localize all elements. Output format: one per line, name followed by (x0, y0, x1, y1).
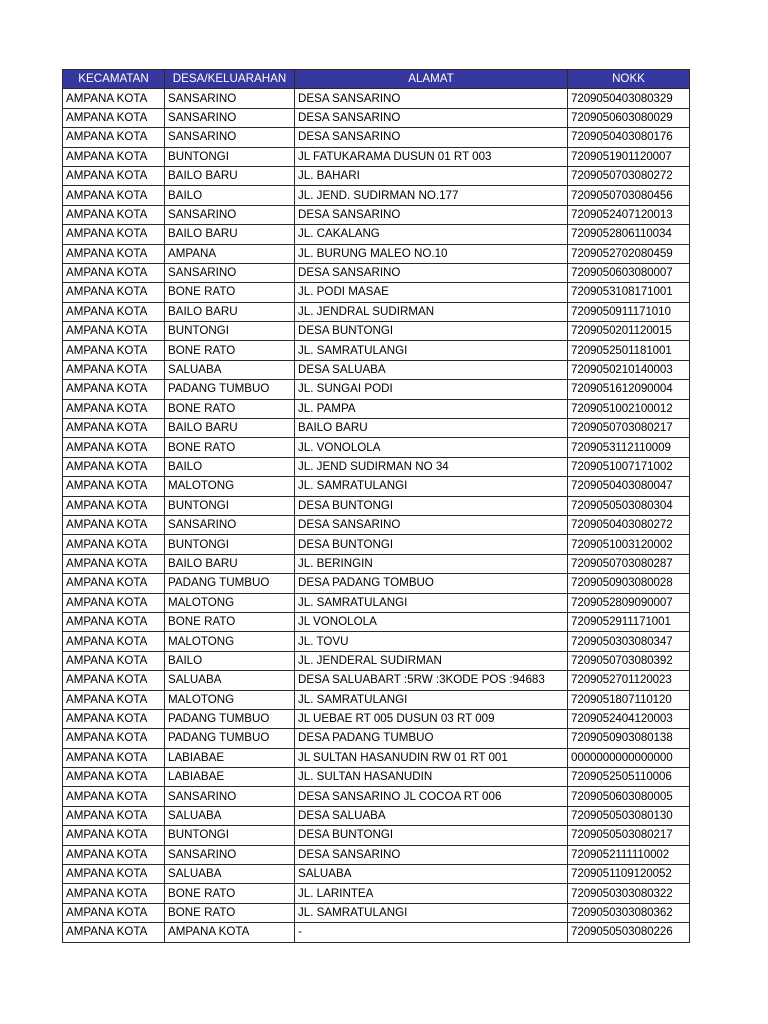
cell-kecamatan: AMPANA KOTA (63, 128, 165, 147)
cell-alamat: - (295, 923, 568, 942)
cell-desa-keluarahan: LABIABAE (165, 748, 295, 767)
table-row (63, 826, 690, 845)
cell-alamat: JL VONOLOLA (295, 612, 568, 631)
table-row (63, 360, 690, 379)
cell-alamat: JL UEBAE RT 005 DUSUN 03 RT 009 (295, 709, 568, 728)
cell-kecamatan: AMPANA KOTA (63, 438, 165, 457)
cell-alamat: JL. PODI MASAE (295, 283, 568, 302)
cell-nokk: 7209052407120013 (568, 205, 690, 224)
cell-kecamatan: AMPANA KOTA (63, 147, 165, 166)
cell-desa-keluarahan: BAILO BARU (165, 419, 295, 438)
table-row (63, 748, 690, 767)
cell-desa-keluarahan: BUNTONGI (165, 147, 295, 166)
cell-desa-keluarahan: MALOTONG (165, 477, 295, 496)
cell-nokk: 7209050403080047 (568, 477, 690, 496)
cell-desa-keluarahan: SANSARINO (165, 787, 295, 806)
cell-nokk: 7209051002100012 (568, 399, 690, 418)
cell-kecamatan: AMPANA KOTA (63, 399, 165, 418)
cell-alamat: JL SULTAN HASANUDIN RW 01 RT 001 (295, 748, 568, 767)
cell-desa-keluarahan: BAILO (165, 651, 295, 670)
cell-nokk: 7209050911171010 (568, 302, 690, 321)
table-row (63, 535, 690, 554)
cell-desa-keluarahan: AMPANA KOTA (165, 923, 295, 942)
cell-kecamatan: AMPANA KOTA (63, 360, 165, 379)
cell-desa-keluarahan: BONE RATO (165, 399, 295, 418)
cell-nokk: 7209050703080456 (568, 186, 690, 205)
table-row (63, 205, 690, 224)
cell-desa-keluarahan: PADANG TUMBUO (165, 709, 295, 728)
table-row (63, 477, 690, 496)
cell-kecamatan: AMPANA KOTA (63, 341, 165, 360)
table-row (63, 419, 690, 438)
table-row (63, 612, 690, 631)
cell-desa-keluarahan: SANSARINO (165, 108, 295, 127)
table-row (63, 806, 690, 825)
cell-nokk: 7209051109120052 (568, 865, 690, 884)
cell-kecamatan: AMPANA KOTA (63, 108, 165, 127)
cell-desa-keluarahan: BONE RATO (165, 438, 295, 457)
cell-nokk: 7209052501181001 (568, 341, 690, 360)
cell-kecamatan: AMPANA KOTA (63, 322, 165, 341)
cell-alamat: JL. SULTAN HASANUDIN (295, 768, 568, 787)
cell-kecamatan: AMPANA KOTA (63, 787, 165, 806)
cell-kecamatan: AMPANA KOTA (63, 884, 165, 903)
cell-alamat: JL. SAMRATULANGI (295, 593, 568, 612)
header-kecamatan: KECAMATAN (63, 70, 165, 89)
cell-nokk: 7209051612090004 (568, 380, 690, 399)
table-header (63, 70, 690, 89)
cell-kecamatan: AMPANA KOTA (63, 496, 165, 515)
cell-alamat: JL. BERINGIN (295, 554, 568, 573)
cell-kecamatan: AMPANA KOTA (63, 166, 165, 185)
cell-kecamatan: AMPANA KOTA (63, 515, 165, 534)
cell-kecamatan: AMPANA KOTA (63, 865, 165, 884)
header-desa-keluarahan: DESA/KELUARAHAN (165, 70, 295, 89)
table-row (63, 787, 690, 806)
cell-alamat: JL. JENDERAL SUDIRMAN (295, 651, 568, 670)
cell-alamat: DESA PADANG TUMBUO (295, 729, 568, 748)
cell-alamat: BAILO BARU (295, 419, 568, 438)
table-row (63, 438, 690, 457)
table-row (63, 322, 690, 341)
table-row (63, 341, 690, 360)
cell-desa-keluarahan: BONE RATO (165, 903, 295, 922)
header-nokk: NOKK (568, 70, 690, 89)
table-row (63, 225, 690, 244)
cell-kecamatan: AMPANA KOTA (63, 729, 165, 748)
table-row (63, 186, 690, 205)
cell-nokk: 7209050703080287 (568, 554, 690, 573)
cell-kecamatan: AMPANA KOTA (63, 632, 165, 651)
cell-desa-keluarahan: SANSARINO (165, 205, 295, 224)
cell-desa-keluarahan: BONE RATO (165, 283, 295, 302)
cell-alamat: DESA SANSARINO (295, 515, 568, 534)
cell-kecamatan: AMPANA KOTA (63, 612, 165, 631)
cell-alamat: DESA SANSARINO (295, 108, 568, 127)
cell-alamat: DESA BUNTONGI (295, 496, 568, 515)
table-row (63, 496, 690, 515)
cell-desa-keluarahan: SANSARINO (165, 515, 295, 534)
cell-kecamatan: AMPANA KOTA (63, 263, 165, 282)
cell-nokk: 7209050303080322 (568, 884, 690, 903)
cell-kecamatan: AMPANA KOTA (63, 225, 165, 244)
cell-kecamatan: AMPANA KOTA (63, 806, 165, 825)
cell-nokk: 7209053112110009 (568, 438, 690, 457)
cell-desa-keluarahan: LABIABAE (165, 768, 295, 787)
table-row (63, 884, 690, 903)
cell-desa-keluarahan: SANSARINO (165, 128, 295, 147)
cell-kecamatan: AMPANA KOTA (63, 244, 165, 263)
cell-desa-keluarahan: SALUABA (165, 806, 295, 825)
cell-desa-keluarahan: BAILO (165, 186, 295, 205)
cell-nokk: 7209052806110034 (568, 225, 690, 244)
table-row (63, 457, 690, 476)
cell-kecamatan: AMPANA KOTA (63, 186, 165, 205)
table-row (63, 632, 690, 651)
cell-nokk: 7209050503080304 (568, 496, 690, 515)
cell-desa-keluarahan: PADANG TUMBUO (165, 380, 295, 399)
cell-nokk: 7209050703080272 (568, 166, 690, 185)
cell-kecamatan: AMPANA KOTA (63, 651, 165, 670)
cell-kecamatan: AMPANA KOTA (63, 457, 165, 476)
cell-desa-keluarahan: BAILO BARU (165, 225, 295, 244)
cell-nokk: 7209052505110006 (568, 768, 690, 787)
cell-desa-keluarahan: BONE RATO (165, 884, 295, 903)
cell-alamat: DESA SANSARINO (295, 263, 568, 282)
cell-kecamatan: AMPANA KOTA (63, 419, 165, 438)
table-row (63, 554, 690, 573)
cell-alamat: DESA SANSARINO (295, 205, 568, 224)
cell-alamat: JL. SAMRATULANGI (295, 690, 568, 709)
cell-alamat: JL. SAMRATULANGI (295, 477, 568, 496)
cell-nokk: 7209052404120003 (568, 709, 690, 728)
cell-kecamatan: AMPANA KOTA (63, 826, 165, 845)
cell-desa-keluarahan: AMPANA (165, 244, 295, 263)
cell-nokk: 7209050903080028 (568, 574, 690, 593)
table-row (63, 574, 690, 593)
cell-desa-keluarahan: SALUABA (165, 865, 295, 884)
cell-kecamatan: AMPANA KOTA (63, 923, 165, 942)
table-row (63, 671, 690, 690)
cell-desa-keluarahan: BUNTONGI (165, 322, 295, 341)
cell-kecamatan: AMPANA KOTA (63, 709, 165, 728)
cell-alamat: JL FATUKARAMA DUSUN 01 RT 003 (295, 147, 568, 166)
cell-nokk: 7209050303080347 (568, 632, 690, 651)
cell-alamat: JL. SUNGAI PODI (295, 380, 568, 399)
cell-alamat: JL. LARINTEA (295, 884, 568, 903)
cell-alamat: DESA SANSARINO (295, 89, 568, 108)
table-row (63, 302, 690, 321)
cell-kecamatan: AMPANA KOTA (63, 768, 165, 787)
cell-desa-keluarahan: SANSARINO (165, 845, 295, 864)
cell-desa-keluarahan: MALOTONG (165, 690, 295, 709)
table-row (63, 845, 690, 864)
table-row (63, 128, 690, 147)
table-row (63, 903, 690, 922)
cell-nokk: 7209050503080226 (568, 923, 690, 942)
table-row (63, 651, 690, 670)
cell-nokk: 7209051901120007 (568, 147, 690, 166)
cell-kecamatan: AMPANA KOTA (63, 903, 165, 922)
table-row (63, 690, 690, 709)
cell-kecamatan: AMPANA KOTA (63, 690, 165, 709)
header-alamat: ALAMAT (295, 70, 568, 89)
cell-nokk: 7209053108171001 (568, 283, 690, 302)
cell-kecamatan: AMPANA KOTA (63, 593, 165, 612)
cell-kecamatan: AMPANA KOTA (63, 671, 165, 690)
cell-alamat: DESA SALUABA (295, 806, 568, 825)
cell-alamat: DESA SANSARINO JL COCOA RT 006 (295, 787, 568, 806)
cell-alamat: DESA PADANG TOMBUO (295, 574, 568, 593)
cell-nokk: 7209050303080362 (568, 903, 690, 922)
cell-desa-keluarahan: BAILO BARU (165, 166, 295, 185)
cell-nokk: 7209050403080272 (568, 515, 690, 534)
cell-alamat: JL. PAMPA (295, 399, 568, 418)
cell-desa-keluarahan: BAILO BARU (165, 302, 295, 321)
table-row (63, 108, 690, 127)
cell-nokk: 7209050903080138 (568, 729, 690, 748)
cell-nokk: 7209052111110002 (568, 845, 690, 864)
table-row (63, 923, 690, 942)
table-row (63, 244, 690, 263)
cell-nokk: 7209052809090007 (568, 593, 690, 612)
cell-nokk: 7209051007171002 (568, 457, 690, 476)
cell-desa-keluarahan: BONE RATO (165, 341, 295, 360)
cell-nokk: 0000000000000000 (568, 748, 690, 767)
cell-desa-keluarahan: PADANG TUMBUO (165, 574, 295, 593)
table-row (63, 729, 690, 748)
cell-alamat: JL. VONOLOLA (295, 438, 568, 457)
cell-alamat: DESA BUNTONGI (295, 322, 568, 341)
cell-alamat: JL. BAHARI (295, 166, 568, 185)
cell-nokk: 7209050703080392 (568, 651, 690, 670)
cell-alamat: DESA SANSARINO (295, 128, 568, 147)
cell-alamat: JL. BURUNG MALEO NO.10 (295, 244, 568, 263)
cell-kecamatan: AMPANA KOTA (63, 380, 165, 399)
table-row (63, 380, 690, 399)
cell-desa-keluarahan: BUNTONGI (165, 826, 295, 845)
cell-nokk: 7209050403080329 (568, 89, 690, 108)
cell-kecamatan: AMPANA KOTA (63, 748, 165, 767)
table-row (63, 515, 690, 534)
table-row (63, 147, 690, 166)
cell-desa-keluarahan: BAILO BARU (165, 554, 295, 573)
cell-desa-keluarahan: SALUABA (165, 360, 295, 379)
cell-alamat: DESA BUNTONGI (295, 826, 568, 845)
cell-alamat: DESA SALUABA (295, 360, 568, 379)
cell-alamat: JL. SAMRATULANGI (295, 903, 568, 922)
cell-alamat: SALUABA (295, 865, 568, 884)
cell-kecamatan: AMPANA KOTA (63, 302, 165, 321)
cell-desa-keluarahan: BUNTONGI (165, 496, 295, 515)
table-row (63, 89, 690, 108)
cell-kecamatan: AMPANA KOTA (63, 89, 165, 108)
cell-nokk: 7209050503080130 (568, 806, 690, 825)
cell-desa-keluarahan: BUNTONGI (165, 535, 295, 554)
cell-desa-keluarahan: SANSARINO (165, 263, 295, 282)
cell-nokk: 7209050603080005 (568, 787, 690, 806)
cell-nokk: 7209050403080176 (568, 128, 690, 147)
cell-desa-keluarahan: MALOTONG (165, 593, 295, 612)
cell-desa-keluarahan: PADANG TUMBUO (165, 729, 295, 748)
cell-kecamatan: AMPANA KOTA (63, 477, 165, 496)
cell-alamat: DESA SANSARINO (295, 845, 568, 864)
cell-alamat: JL. TOVU (295, 632, 568, 651)
table-row (63, 399, 690, 418)
table-row (63, 865, 690, 884)
table-row (63, 768, 690, 787)
cell-nokk: 7209052702080459 (568, 244, 690, 263)
table-row (63, 709, 690, 728)
table-body (63, 89, 690, 942)
cell-kecamatan: AMPANA KOTA (63, 535, 165, 554)
cell-nokk: 7209050703080217 (568, 419, 690, 438)
cell-alamat: DESA SALUABART :5RW :3KODE POS :94683 (295, 671, 568, 690)
cell-kecamatan: AMPANA KOTA (63, 554, 165, 573)
table-row (63, 166, 690, 185)
cell-nokk: 7209051807110120 (568, 690, 690, 709)
cell-desa-keluarahan: SANSARINO (165, 89, 295, 108)
cell-alamat: JL. SAMRATULANGI (295, 341, 568, 360)
cell-alamat: JL. JEND. SUDIRMAN NO.177 (295, 186, 568, 205)
cell-alamat: JL. JEND SUDIRMAN NO 34 (295, 457, 568, 476)
cell-alamat: JL. CAKALANG (295, 225, 568, 244)
cell-kecamatan: AMPANA KOTA (63, 574, 165, 593)
cell-nokk: 7209052911171001 (568, 612, 690, 631)
cell-desa-keluarahan: SALUABA (165, 671, 295, 690)
cell-nokk: 7209051003120002 (568, 535, 690, 554)
cell-nokk: 7209050201120015 (568, 322, 690, 341)
cell-desa-keluarahan: BONE RATO (165, 612, 295, 631)
cell-desa-keluarahan: BAILO (165, 457, 295, 476)
cell-nokk: 7209050503080217 (568, 826, 690, 845)
cell-kecamatan: AMPANA KOTA (63, 845, 165, 864)
cell-kecamatan: AMPANA KOTA (63, 205, 165, 224)
table-row (63, 283, 690, 302)
cell-nokk: 7209050210140003 (568, 360, 690, 379)
cell-nokk: 7209052701120023 (568, 671, 690, 690)
header-row (63, 70, 690, 89)
cell-alamat: DESA BUNTONGI (295, 535, 568, 554)
cell-desa-keluarahan: MALOTONG (165, 632, 295, 651)
cell-kecamatan: AMPANA KOTA (63, 283, 165, 302)
cell-nokk: 7209050603080007 (568, 263, 690, 282)
table-row (63, 263, 690, 282)
data-table (62, 69, 690, 943)
table-row (63, 593, 690, 612)
cell-nokk: 7209050603080029 (568, 108, 690, 127)
cell-alamat: JL. JENDRAL SUDIRMAN (295, 302, 568, 321)
